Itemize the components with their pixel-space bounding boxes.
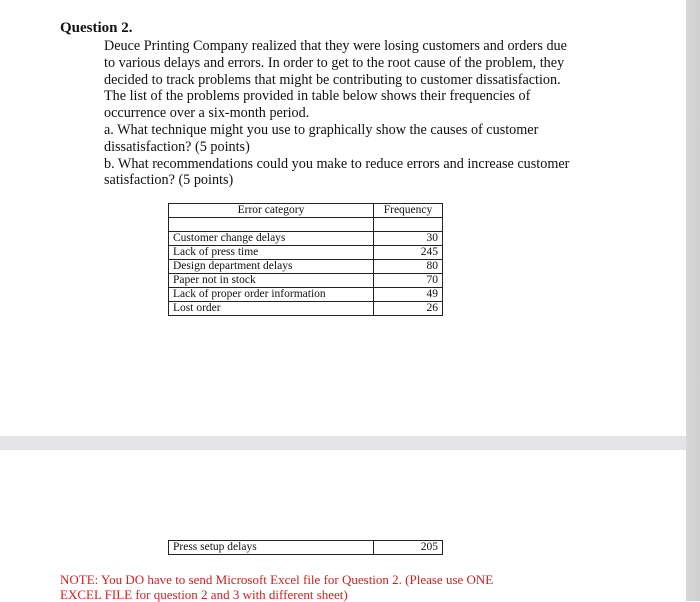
table-row — [169, 232, 443, 246]
table-row — [169, 541, 443, 555]
question-part-b: b. What recommendations could you make to reduce errors and increase customer — [104, 155, 570, 172]
table-row — [169, 274, 443, 288]
header-frequency: Frequency — [374, 204, 443, 218]
excel-note — [60, 572, 560, 602]
error-frequency-table — [168, 203, 443, 316]
cell-frequency: 80 — [374, 260, 443, 274]
cell-category: Press setup delays — [169, 541, 374, 555]
cell-category: Lack of proper order information — [169, 288, 374, 302]
cell-frequency: 26 — [374, 302, 443, 316]
cell-category: Lost order — [169, 302, 374, 316]
question-part-a: a. What technique might you use to graphically show the causes of customer — [104, 121, 539, 138]
header-error-category: Error category — [169, 204, 374, 218]
table-spacer-row — [169, 218, 443, 232]
cell-frequency: 30 — [374, 232, 443, 246]
page-separator — [0, 436, 700, 450]
question-line: decided to track problems that might be contributing to customer dissatisfaction. — [104, 71, 561, 88]
question-line: occurrence over a six-month period. — [104, 105, 310, 122]
table-row — [169, 302, 443, 316]
cell-frequency: 70 — [374, 274, 443, 288]
question-text — [104, 38, 584, 189]
cell-category: Paper not in stock — [169, 274, 374, 288]
question-line: The list of the problems provided in table below shows their frequencies of — [104, 88, 531, 105]
question-line: Deuce Printing Company realized that they were losing customers and orders due — [104, 38, 567, 54]
table-header-row — [169, 204, 443, 218]
note-line: EXCEL FILE for question 2 and 3 with different sheet) — [60, 587, 348, 602]
cell-frequency: 245 — [374, 246, 443, 260]
table-row — [169, 246, 443, 260]
question-line: dissatisfaction? (5 points) — [104, 138, 250, 155]
page-edge-shadow — [686, 0, 700, 601]
cell-frequency: 49 — [374, 288, 443, 302]
cell-category: Lack of press time — [169, 246, 374, 260]
note-line: NOTE: You DO have to send Microsoft Excel file for Question 2. (Please use ONE — [60, 572, 494, 587]
question-title: Question 2. — [60, 20, 133, 36]
question-line: to various delays and errors. In order to get to the root cause of the problem, they — [104, 54, 565, 71]
question-line: satisfaction? (5 points) — [104, 172, 234, 189]
table-row — [169, 288, 443, 302]
table-row — [169, 260, 443, 274]
cell-category: Design department delays — [169, 260, 374, 274]
cell-frequency: 205 — [374, 541, 443, 555]
error-frequency-table-continued — [168, 540, 443, 555]
cell-category: Customer change delays — [169, 232, 374, 246]
